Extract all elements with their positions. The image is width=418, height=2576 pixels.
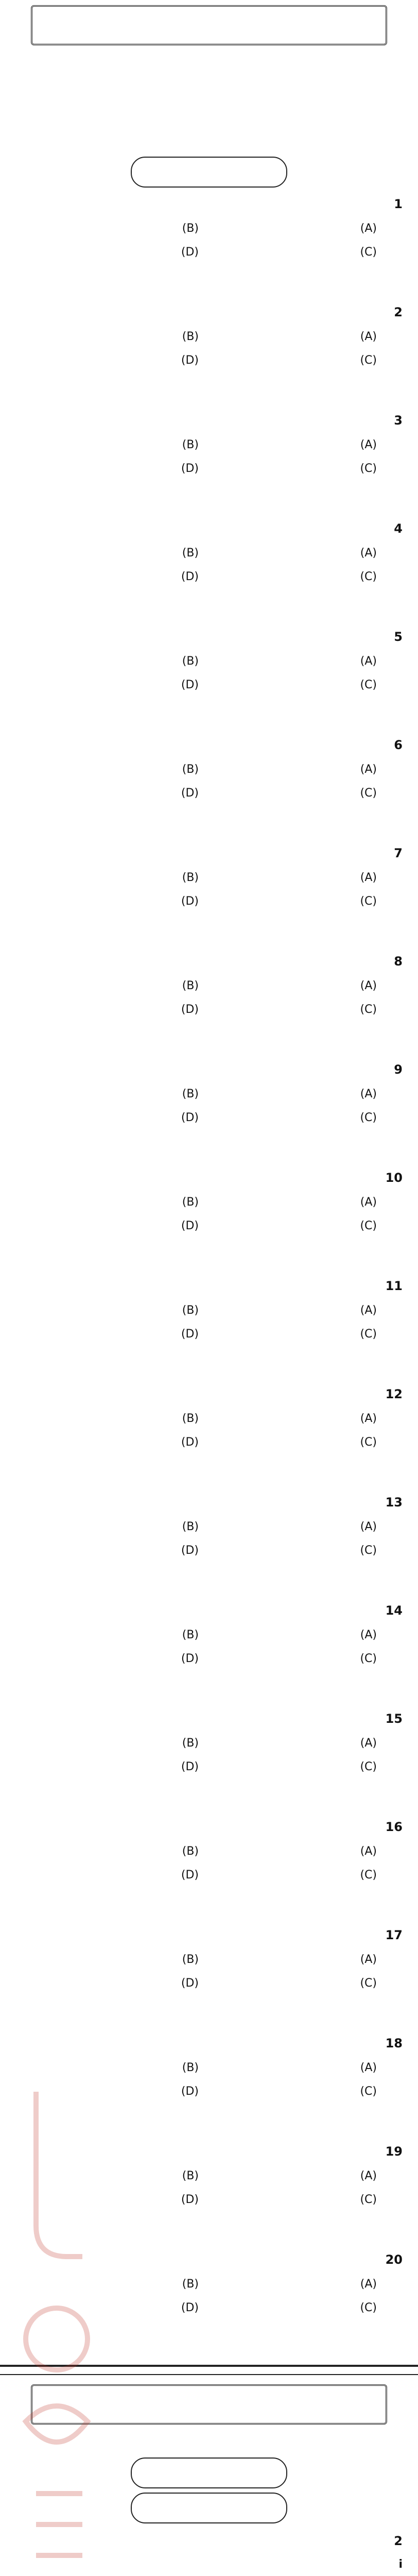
- mcq-option: [41, 2166, 199, 2187]
- option-letter: (D): [181, 787, 199, 800]
- mcq-option: [219, 651, 377, 672]
- mcq-option: [219, 2166, 377, 2187]
- option-letter: (B): [182, 655, 199, 668]
- mcq-question: [15, 410, 403, 431]
- option-letter: (D): [181, 354, 199, 367]
- mcq-question: [15, 194, 403, 214]
- option-letter: (C): [360, 1219, 377, 1232]
- mcq-options: [15, 1513, 403, 1561]
- option-letter: (A): [360, 547, 377, 560]
- mcq-option: [41, 783, 199, 804]
- mcq-option: [41, 759, 199, 780]
- mcq-option: [41, 350, 199, 371]
- mcq-option: [219, 1517, 377, 1537]
- option-letter: (D): [181, 2193, 199, 2206]
- option-letter: (C): [360, 1003, 377, 1016]
- option-letter: (B): [182, 1412, 199, 1425]
- mcq-options: [15, 647, 403, 696]
- mcq-item: [0, 1057, 418, 1165]
- question-number: 2: [394, 2534, 403, 2548]
- option-letter: (C): [360, 787, 377, 800]
- option-letter: (B): [182, 222, 199, 235]
- mcq-option: [41, 976, 199, 996]
- mcq-question: [15, 1600, 403, 1621]
- mcq-option: [41, 543, 199, 564]
- mcq-option: [41, 1108, 199, 1128]
- mcq-question: [15, 735, 403, 755]
- mcq-option: [41, 1540, 199, 1561]
- mcq-option: [41, 1216, 199, 1236]
- mcq-number: 19: [385, 2144, 403, 2159]
- mcq-options: [15, 2054, 403, 2102]
- mcq-option: [219, 1973, 377, 1994]
- mcq-options: [15, 755, 403, 804]
- paper-meta: [0, 45, 418, 74]
- instructions-note: [0, 74, 418, 152]
- option-letter: (C): [360, 1544, 377, 1557]
- option-letter: (D): [181, 246, 199, 259]
- mcq-question: [15, 302, 403, 323]
- mcq-item: [0, 1382, 418, 1490]
- mcq-option: [41, 651, 199, 672]
- mcq-number: 8: [394, 954, 403, 969]
- mcq-option: [41, 1324, 199, 1345]
- mcq-item: [0, 2139, 418, 2247]
- mcq-option: [219, 1733, 377, 1754]
- mcq-option: [41, 1841, 199, 1862]
- mcq-option: [219, 999, 377, 1020]
- mcq-question: [15, 1384, 403, 1404]
- board-title-banner: [31, 5, 387, 45]
- mcq-list: [0, 192, 418, 2355]
- option-letter: (A): [360, 1629, 377, 1641]
- option-letter: (A): [360, 330, 377, 343]
- mcq-option: [219, 783, 377, 804]
- option-letter: (A): [360, 763, 377, 776]
- mcq-question: [15, 2249, 403, 2270]
- option-letter: (B): [182, 438, 199, 451]
- mcq-options: [15, 1296, 403, 1345]
- option-letter: (C): [360, 246, 377, 259]
- option-letter: (B): [182, 2278, 199, 2291]
- mcq-option: [219, 675, 377, 696]
- mcq-number: 10: [385, 1171, 403, 1185]
- option-letter: (D): [181, 2085, 199, 2098]
- option-letter: (A): [360, 438, 377, 451]
- option-letter: (A): [360, 871, 377, 884]
- option-letter: (D): [181, 1003, 199, 1016]
- option-letter: (C): [360, 1652, 377, 1665]
- mcq-option: [41, 2081, 199, 2102]
- mcq-item: [0, 841, 418, 949]
- mcq-option: [219, 218, 377, 239]
- mcq-options: [15, 323, 403, 371]
- option-letter: (B): [182, 1520, 199, 1533]
- option-letter: (D): [181, 1652, 199, 1665]
- option-letter: (B): [182, 1737, 199, 1750]
- mcq-option: [41, 1625, 199, 1646]
- mcq-item: [0, 300, 418, 408]
- mcq-option: [219, 2298, 377, 2318]
- option-letter: (C): [360, 1328, 377, 1341]
- option-letter: (D): [181, 1760, 199, 1773]
- mcq-option: [219, 1625, 377, 1646]
- mcq-options: [15, 972, 403, 1020]
- mcq-option: [219, 759, 377, 780]
- mcq-options: [15, 1404, 403, 1453]
- option-letter: (A): [360, 655, 377, 668]
- option-letter: (A): [360, 1196, 377, 1209]
- mcq-option: [219, 435, 377, 455]
- option-letter: (B): [182, 979, 199, 992]
- mcq-option: [219, 242, 377, 263]
- mcq-item: [0, 408, 418, 516]
- option-letter: (B): [182, 763, 199, 776]
- mcq-number: 11: [385, 1279, 403, 1293]
- option-letter: (A): [360, 1520, 377, 1533]
- option-letter: (B): [182, 1629, 199, 1641]
- mcq-question: [15, 1817, 403, 1837]
- mcq-options: [15, 2270, 403, 2318]
- mcq-option: [219, 459, 377, 479]
- option-letter: (D): [181, 1328, 199, 1341]
- option-letter: (B): [182, 2061, 199, 2074]
- mcq-option: [219, 1540, 377, 1561]
- mcq-option: [41, 891, 199, 912]
- mcq-option: [219, 976, 377, 996]
- mcq-question: [15, 1492, 403, 1513]
- mcq-option: [219, 1841, 377, 1862]
- option-letter: (C): [360, 1977, 377, 1990]
- paper-meta-part2: [0, 2425, 418, 2453]
- mcq-option: [219, 2081, 377, 2102]
- option-letter: (C): [360, 1436, 377, 1449]
- option-letter: (D): [181, 2301, 199, 2314]
- option-letter: (B): [182, 1304, 199, 1317]
- mcq-question: [15, 1708, 403, 1729]
- mcq-number: 15: [385, 1711, 403, 1726]
- mcq-option: [219, 2190, 377, 2210]
- option-letter: (A): [360, 979, 377, 992]
- option-letter: (C): [360, 895, 377, 908]
- mcq-item: [0, 1598, 418, 1706]
- mcq-option: [219, 350, 377, 371]
- option-letter: (C): [360, 1111, 377, 1124]
- mcq-option: [41, 675, 199, 696]
- mcq-option: [219, 1865, 377, 1886]
- option-letter: (B): [182, 1088, 199, 1100]
- mcq-question: [15, 1167, 403, 1188]
- mcq-option: [219, 2274, 377, 2295]
- mcq-options: [15, 214, 403, 263]
- mcq-item: [0, 1706, 418, 1815]
- option-letter: (C): [360, 2193, 377, 2206]
- option-letter: (A): [360, 2278, 377, 2291]
- mcq-options: [15, 539, 403, 587]
- short-group-heading: [15, 2530, 403, 2552]
- option-letter: (A): [360, 1304, 377, 1317]
- mcq-number: 18: [385, 2036, 403, 2050]
- mcq-item: [0, 2247, 418, 2355]
- option-letter: (D): [181, 1869, 199, 1882]
- short-group-title: [394, 2530, 403, 2552]
- mcq-option: [219, 567, 377, 587]
- mcq-option: [219, 1300, 377, 1321]
- mcq-option: [219, 543, 377, 564]
- mcq-option: [41, 1432, 199, 1453]
- mcq-option: [41, 327, 199, 347]
- mcq-option: [41, 435, 199, 455]
- short-questions-title: [131, 2493, 287, 2523]
- mcq-item: [0, 1274, 418, 1382]
- option-letter: (D): [181, 570, 199, 583]
- mcq-option: [219, 891, 377, 912]
- mcq-option: [219, 1757, 377, 1777]
- mcq-options: [15, 1188, 403, 1236]
- option-letter: (A): [360, 2061, 377, 2074]
- mcq-number: 14: [385, 1603, 403, 1618]
- mcq-question: [15, 518, 403, 539]
- mcq-option: [219, 1084, 377, 1105]
- mcq-number: 1: [394, 197, 403, 211]
- option-letter: (B): [182, 2170, 199, 2182]
- mcq-option: [41, 1649, 199, 1669]
- mcq-number: 3: [394, 413, 403, 428]
- subjective-section-title: [131, 2458, 287, 2488]
- option-letter: (D): [181, 1977, 199, 1990]
- mcq-number: 12: [385, 1387, 403, 1401]
- part-divider: [0, 2365, 418, 2375]
- mcq-option: [219, 1324, 377, 1345]
- mcq-item: [0, 2031, 418, 2139]
- mcq-option: [219, 1108, 377, 1128]
- option-letter: (B): [182, 547, 199, 560]
- option-letter: (C): [360, 2301, 377, 2314]
- mcq-number: 13: [385, 1495, 403, 1510]
- mcq-option: [219, 868, 377, 888]
- mcq-option: [41, 1517, 199, 1537]
- option-letter: (B): [182, 1196, 199, 1209]
- option-letter: (A): [360, 1953, 377, 1966]
- objective-part: [0, 5, 418, 2355]
- mcq-item: [0, 1165, 418, 1274]
- option-letter: (D): [181, 679, 199, 691]
- mcq-options: [15, 863, 403, 912]
- mcq-question: [15, 1059, 403, 1080]
- mcq-question: [15, 626, 403, 647]
- mcq-option: [41, 218, 199, 239]
- option-letter: (C): [360, 1760, 377, 1773]
- mcq-number: 9: [394, 1062, 403, 1077]
- mcq-option: [41, 459, 199, 479]
- mcq-item: [0, 624, 418, 733]
- mcq-options: [15, 1837, 403, 1886]
- option-letter: (D): [181, 1544, 199, 1557]
- mcq-number: 7: [394, 846, 403, 860]
- mcq-option: [41, 1300, 199, 1321]
- mcq-option: [41, 1192, 199, 1213]
- option-letter: (C): [360, 462, 377, 475]
- subjective-part: [0, 2384, 418, 2576]
- option-letter: (A): [360, 1412, 377, 1425]
- mcq-option: [219, 1432, 377, 1453]
- mcq-number: 5: [394, 630, 403, 644]
- option-letter: (B): [182, 1845, 199, 1858]
- mcq-question: [15, 1925, 403, 1945]
- option-letter: (D): [181, 1111, 199, 1124]
- option-letter: (C): [360, 679, 377, 691]
- mcq-question: [15, 843, 403, 863]
- mcq-item: [0, 1490, 418, 1598]
- option-letter: (C): [360, 570, 377, 583]
- mcq-item: [0, 192, 418, 300]
- mcq-options: [15, 1945, 403, 1994]
- mcq-item: [0, 1923, 418, 2031]
- mcq-option: [41, 1084, 199, 1105]
- mcq-option: [41, 242, 199, 263]
- mcq-options: [15, 1621, 403, 1669]
- option-letter: (D): [181, 462, 199, 475]
- option-letter: (B): [182, 871, 199, 884]
- mcq-option: [41, 2190, 199, 2210]
- option-letter: (A): [360, 1737, 377, 1750]
- mcq-option: [41, 1865, 199, 1886]
- mcq-option: [41, 1950, 199, 1970]
- mcq-number: 4: [394, 521, 403, 536]
- roman-numeral: i: [398, 2558, 403, 2571]
- objective-section-title: [131, 157, 287, 188]
- mcq-item: [0, 516, 418, 624]
- mcq-option: [219, 1409, 377, 1429]
- short-question-group: [0, 2528, 418, 2576]
- option-letter: (D): [181, 1219, 199, 1232]
- option-letter: (D): [181, 895, 199, 908]
- mcq-item: [0, 1815, 418, 1923]
- mcq-question: [15, 2033, 403, 2054]
- mcq-option: [219, 2058, 377, 2078]
- option-letter: (C): [360, 2085, 377, 2098]
- mcq-option: [41, 1973, 199, 1994]
- short-question: [15, 2552, 403, 2576]
- mcq-number: 16: [385, 1820, 403, 1834]
- mcq-option: [41, 868, 199, 888]
- mcq-number: 2: [394, 305, 403, 319]
- option-letter: (A): [360, 2170, 377, 2182]
- mcq-option: [219, 1649, 377, 1669]
- mcq-option: [41, 1409, 199, 1429]
- short-question-groups: [0, 2528, 418, 2576]
- mcq-option: [41, 2058, 199, 2078]
- mcq-number: 17: [385, 1928, 403, 1942]
- mcq-option: [219, 1216, 377, 1236]
- option-letter: (C): [360, 354, 377, 367]
- mcq-options: [15, 2162, 403, 2210]
- mcq-question: [15, 2141, 403, 2162]
- option-letter: (B): [182, 330, 199, 343]
- mcq-options: [15, 1729, 403, 1777]
- mcq-item: [0, 949, 418, 1057]
- mcq-option: [219, 1950, 377, 1970]
- mcq-option: [41, 567, 199, 587]
- mcq-number: 20: [385, 2252, 403, 2267]
- mcq-item: [0, 733, 418, 841]
- mcq-options: [15, 431, 403, 479]
- mcq-option: [41, 2274, 199, 2295]
- mcq-number: 6: [394, 738, 403, 752]
- option-letter: (A): [360, 1088, 377, 1100]
- mcq-option: [219, 1192, 377, 1213]
- mcq-options: [15, 1080, 403, 1128]
- option-letter: (C): [360, 1869, 377, 1882]
- mcq-option: [41, 1733, 199, 1754]
- mcq-option: [41, 2298, 199, 2318]
- mcq-option: [41, 1757, 199, 1777]
- option-letter: (B): [182, 1953, 199, 1966]
- mcq-question: [15, 1276, 403, 1296]
- mcq-question: [15, 951, 403, 972]
- option-letter: (A): [360, 1845, 377, 1858]
- option-letter: (A): [360, 222, 377, 235]
- mcq-option: [41, 999, 199, 1020]
- mcq-option: [219, 327, 377, 347]
- option-letter: (D): [181, 1436, 199, 1449]
- board-title-banner-part2: [31, 2384, 387, 2425]
